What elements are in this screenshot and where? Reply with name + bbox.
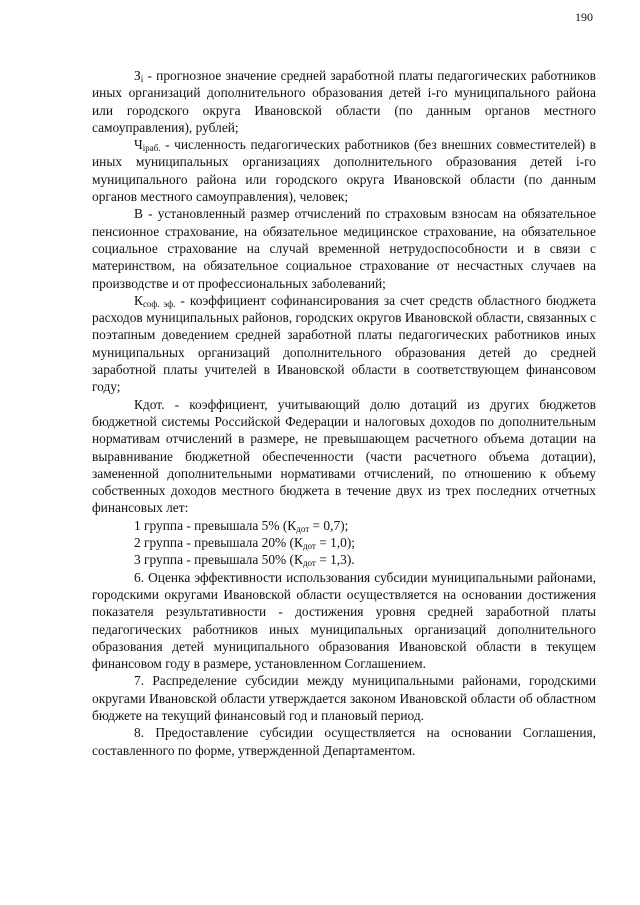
paragraph-text: - прогнозное значение средней заработной платы педагогических работников иных организаций дополнительного образования детей i-го муниципального района или городского округа Ивановской области (по данным органов местного самоуправления), рублей; bbox=[92, 68, 596, 135]
group-text: 2 группа - превышала 20% (К bbox=[134, 535, 303, 551]
symbol-subscript: соф. эф. bbox=[142, 298, 176, 309]
group-value: = 1,3). bbox=[315, 552, 355, 568]
page-number: 190 bbox=[575, 10, 593, 24]
group-text: 1 группа - превышала 5% (К bbox=[134, 517, 297, 533]
symbol-subscript: iраб. bbox=[142, 143, 161, 154]
symbol-subscript: i bbox=[140, 74, 144, 84]
group-value: = 0,7); bbox=[309, 517, 349, 533]
paragraph-k-sof bbox=[92, 292, 596, 396]
paragraph-z bbox=[92, 67, 596, 136]
group-subscript: дот bbox=[302, 558, 316, 569]
group-subscript: дот bbox=[302, 541, 316, 552]
paragraph-text: - коэффициент софинансирования за счет средств областного бюджета расходов муниципальных районов, городских округов Ивановской области, связанных с поэтапным доведением средней заработной платы педагогических работников иных муниципальных организаций дополнительного образования детей до средней заработной платы учителей в Ивановской области в соответствующем финансовом году; bbox=[92, 292, 596, 395]
symbol: К bbox=[134, 292, 143, 308]
paragraph-text: - установленный размер отчислений по страховым взносам на обязательное пенсионное страхование, на обязательное медицинское страхование, на обязательное социальное страхование на случай временной нетрудоспособности и в связи с материнством, на обязательное социальное страхование от несчастных случаев на производстве и от профессиональных заболеваний; bbox=[92, 206, 596, 291]
paragraph-text: - численность педагогических работников (без внешних совместителей) в иных муниципальных организациях дополнительного образования детей i-го муниципального района или городского округа Ивановской области (по данным органов местного самоуправления), человек; bbox=[92, 137, 596, 205]
numbered-paragraph-7: 7. Распределение субсидии между муниципальными районами, городскими округами Ивановской области утверждается законом Ивановской области об областном бюджете на текущий финансовый год и плановый период. bbox=[92, 673, 596, 723]
symbol: В bbox=[134, 206, 143, 222]
group-subscript: дот bbox=[296, 523, 310, 534]
group-value: = 1,0); bbox=[315, 535, 356, 551]
document-body bbox=[92, 67, 596, 759]
symbol: З bbox=[134, 68, 141, 83]
group-item bbox=[92, 517, 596, 534]
numbered-paragraph-6: 6. Оценка эффективности использования субсидии муниципальными районами, городскими округами Ивановской области осуществляется на основании достижения показателя результативности - достижения уровня средней заработной платы педагогических работников иных муниципальных организаций дополнительного образования детей муниципального образования Ивановской области в текущем финансовом году в размере, установленном Соглашением. bbox=[92, 569, 596, 672]
paragraph-text: - коэффициент, учитывающий долю дотаций из других бюджетов бюджетной системы Российской Федерации и налоговых доходов по дополнительным нормативам отчислений в размере, не превышающем расчетного объема дотации на выравнивание бюджетной обеспеченности (части расчетного объема дотации), замененной дополнительными нормативами отчислений, по отношению к объему собственных доходов местного бюджета в течение двух из трех последних отчетных финансовых лет: bbox=[92, 396, 596, 516]
group-text: 3 группа - превышала 50% (К bbox=[134, 552, 303, 568]
group-item bbox=[92, 551, 596, 568]
paragraph-v bbox=[92, 205, 596, 291]
symbol: Кдот. bbox=[134, 396, 165, 412]
group-item bbox=[92, 534, 596, 551]
numbered-paragraph-8: 8. Предоставление субсидии осуществляется на основании Соглашения, составленного по форме, утвержденной Департаментом. bbox=[92, 725, 596, 758]
symbol: Ч bbox=[134, 137, 143, 153]
paragraph-k-dot bbox=[92, 396, 596, 517]
paragraph-ch bbox=[92, 136, 596, 205]
